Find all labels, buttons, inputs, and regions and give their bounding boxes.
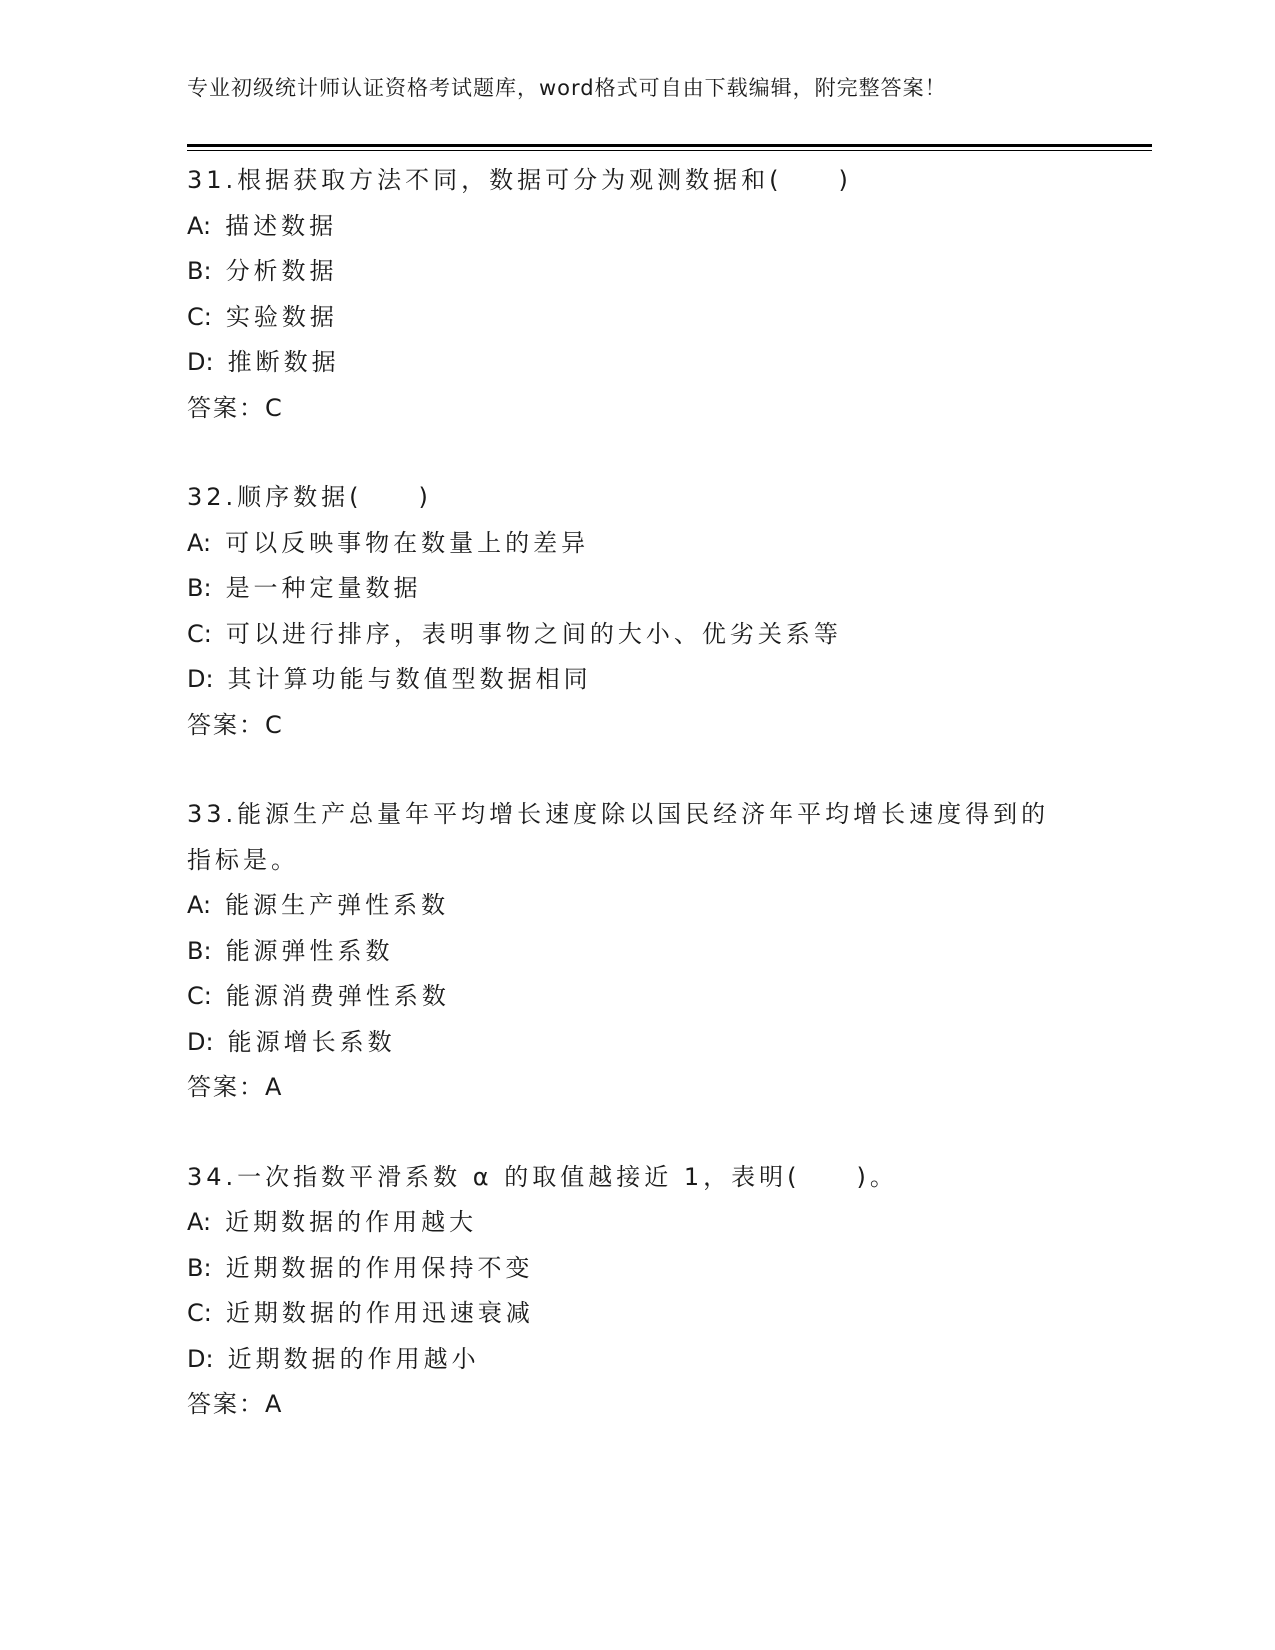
- option-text: 能源弹性系数: [225, 936, 394, 965]
- answer-line: [187, 1382, 1087, 1428]
- option-letter: C:: [187, 302, 212, 331]
- option-text: 近期数据的作用保持不变: [225, 1253, 534, 1282]
- option-b: [187, 249, 1087, 295]
- option-letter: A:: [187, 528, 212, 557]
- answer-label: 答案：: [187, 710, 265, 739]
- option-d: [187, 1337, 1087, 1383]
- header-rule-thin: [187, 150, 1152, 151]
- option-text: 分析数据: [225, 257, 338, 285]
- option-text: 能源消费弹性系数: [225, 982, 450, 1010]
- question-32: [187, 475, 1087, 748]
- header-rule-thick: [187, 144, 1152, 147]
- option-text: 近期数据的作用越大: [225, 1208, 478, 1236]
- answer-label: 答案：: [187, 393, 265, 422]
- answer-line: [187, 703, 1087, 749]
- question-stem: 33.能源生产总量年平均增长速度除以国民经济年平均增长速度得到的指标是。: [187, 800, 1050, 874]
- option-d: [187, 1020, 1087, 1066]
- option-letter: B:: [187, 936, 212, 965]
- option-letter: D:: [187, 665, 214, 693]
- option-letter: D:: [187, 1027, 214, 1056]
- answer-line: [187, 1065, 1087, 1111]
- option-text: 可以进行排序，表明事物之间的大小、优劣关系等: [225, 619, 842, 648]
- option-c: [187, 612, 1087, 658]
- question-31: [187, 158, 1087, 431]
- answer-value: A: [265, 1073, 286, 1101]
- page-header: 专业初级统计师认证资格考试题库，word格式可自由下载编辑，附完整答案！: [187, 76, 947, 100]
- option-letter: C:: [187, 982, 212, 1010]
- question-33: [187, 792, 1087, 1111]
- option-letter: A:: [187, 891, 212, 919]
- option-b: [187, 1246, 1087, 1292]
- answer-value: C: [265, 393, 286, 422]
- option-text: 推断数据: [227, 348, 340, 376]
- option-letter: C:: [187, 1299, 212, 1327]
- answer-line: [187, 386, 1087, 432]
- option-text: 可以反映事物在数量上的差异: [225, 528, 590, 557]
- question-34: [187, 1155, 1087, 1428]
- option-letter: A:: [187, 211, 212, 240]
- option-letter: C:: [187, 619, 212, 648]
- option-text: 实验数据: [225, 302, 338, 331]
- option-d: [187, 340, 1087, 386]
- option-c: [187, 295, 1087, 341]
- option-d: [187, 657, 1087, 703]
- option-letter: D:: [187, 1344, 214, 1373]
- option-letter: B:: [187, 1253, 212, 1282]
- option-b: [187, 929, 1087, 975]
- answer-label: 答案：: [187, 1390, 265, 1418]
- question-stem: 32.顺序数据( ): [187, 483, 432, 511]
- option-a: [187, 1200, 1087, 1246]
- option-text: 其计算功能与数值型数据相同: [227, 665, 592, 693]
- answer-value: A: [265, 1390, 286, 1418]
- answer-value: C: [265, 710, 286, 739]
- option-letter: B:: [187, 257, 212, 285]
- question-stem: 34.一次指数平滑系数 α 的取值越接近 1，表明( )。: [187, 1162, 898, 1191]
- option-text: 能源增长系数: [227, 1027, 396, 1056]
- answer-label: 答案：: [187, 1073, 265, 1101]
- option-letter: D:: [187, 348, 214, 376]
- option-text: 描述数据: [225, 211, 338, 240]
- option-a: [187, 883, 1087, 929]
- option-text: 近期数据的作用迅速衰减: [225, 1299, 534, 1327]
- option-a: [187, 521, 1087, 567]
- question-stem: 31.根据获取方法不同，数据可分为观测数据和( ): [187, 166, 852, 194]
- option-c: [187, 1291, 1087, 1337]
- option-text: 近期数据的作用越小: [227, 1344, 480, 1373]
- option-b: [187, 566, 1087, 612]
- question-list: [187, 158, 1087, 1472]
- option-letter: B:: [187, 574, 212, 602]
- option-c: [187, 974, 1087, 1020]
- option-letter: A:: [187, 1208, 212, 1236]
- option-text: 能源生产弹性系数: [225, 891, 450, 919]
- option-text: 是一种定量数据: [225, 574, 422, 602]
- option-a: [187, 204, 1087, 250]
